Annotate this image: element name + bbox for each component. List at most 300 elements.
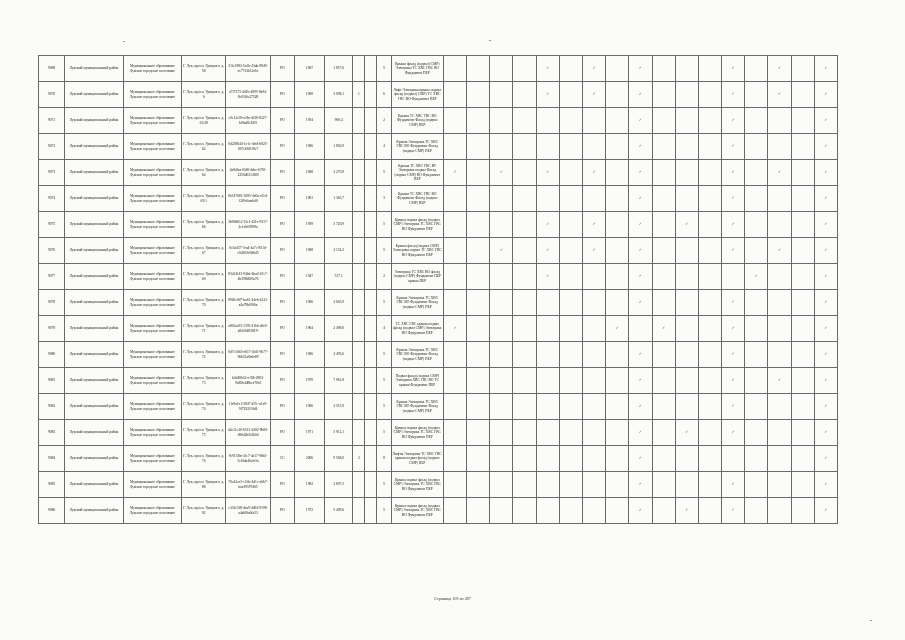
empty-mark-cell (629, 316, 652, 342)
cell-floors: 5 (377, 160, 391, 186)
empty-mark-cell (467, 498, 490, 524)
cell-id: 9085 (39, 472, 65, 498)
empty-mark-cell (768, 342, 791, 368)
empty-mark-cell (490, 82, 513, 108)
empty-mark-cell (652, 498, 675, 524)
cell-district: Лукский муниципальный район (65, 368, 123, 394)
checkmark-cell: ✓ (814, 82, 837, 108)
cell-col10 (365, 472, 377, 498)
cell-district: Лукский муниципальный район (65, 420, 123, 446)
checkmark-cell: ✓ (722, 82, 745, 108)
cell-district: Лукский муниципальный район (65, 82, 123, 108)
empty-mark-cell (559, 498, 582, 524)
empty-mark-cell (513, 212, 536, 238)
empty-mark-cell (698, 316, 721, 342)
cell-address: Г. Лук, просп. Урицкого, д. 71 (182, 316, 226, 342)
table-row (39, 394, 838, 420)
cell-area: 4 043,9 (325, 290, 353, 316)
empty-mark-cell (745, 472, 768, 498)
empty-mark-cell (467, 186, 490, 212)
cell-address: Г. Лук, просп. Урицкого, д. 88 (182, 472, 226, 498)
empty-mark-cell (582, 290, 605, 316)
empty-mark-cell (490, 134, 513, 160)
empty-mark-cell (675, 108, 698, 134)
cell-guid: 9c91f36e-2fc7-4a17-96b3-5c6fda46cfe5a (226, 446, 270, 472)
cell-municipality: Муниципальное образование Лукское городское поселение (123, 108, 181, 134)
empty-mark-cell (443, 186, 466, 212)
cell-area: 9 568,0 (325, 446, 353, 472)
empty-mark-cell (582, 472, 605, 498)
empty-mark-cell (559, 368, 582, 394)
cell-guid: 0926c9d7-ba61-44eb-b121-a4a78b09f6a (226, 290, 270, 316)
cell-col9 (353, 238, 365, 264)
empty-mark-cell (490, 186, 513, 212)
cell-municipality: Муниципальное образование Лукское городское поселение (123, 264, 181, 290)
checkmark-cell: ✓ (814, 160, 837, 186)
checkmark-cell: ✓ (536, 238, 559, 264)
empty-mark-cell (467, 316, 490, 342)
checkmark-cell: ✓ (814, 264, 837, 290)
empty-mark-cell (652, 290, 675, 316)
cell-municipality: Муниципальное образование Лукское городское поселение (123, 212, 181, 238)
page-number: Страница 105 из 287 (434, 596, 471, 601)
cell-col9 (353, 56, 365, 82)
cell-works: Крыша Электрика ТС ХВС ГВС ВО Фундамент Фасад (подвал СМР) ПБР (391, 290, 443, 316)
cell-mkd: РО (270, 472, 294, 498)
empty-mark-cell (791, 264, 814, 290)
cell-works: Лифт Электрика крыша подвал фасад (подвал) СМР) ТС ХВС ГВС ВО Фундамент ПБР (391, 82, 443, 108)
cell-col10 (365, 342, 377, 368)
table-row (39, 238, 838, 264)
empty-mark-cell (652, 82, 675, 108)
empty-mark-cell (490, 290, 513, 316)
cell-municipality: Муниципальное образование Лукское городское поселение (123, 82, 181, 108)
empty-mark-cell (675, 394, 698, 420)
empty-mark-cell (606, 342, 629, 368)
cell-col9: 2 (353, 446, 365, 472)
cell-mkd: РО (270, 368, 294, 394)
empty-mark-cell (698, 394, 721, 420)
empty-mark-cell (513, 264, 536, 290)
empty-mark-cell (490, 56, 513, 82)
checkmark-cell: ✓ (768, 238, 791, 264)
empty-mark-cell (745, 186, 768, 212)
checkmark-cell: ✓ (722, 56, 745, 82)
cell-floors: 5 (377, 342, 391, 368)
cell-mkd: РО (270, 238, 294, 264)
cell-guid: 0d7c1b63-e617-4fd1-9b77-96b51a8e6e89 (226, 342, 270, 368)
empty-mark-cell (652, 56, 675, 82)
empty-mark-cell (467, 368, 490, 394)
cell-area: 1 802,9 (325, 134, 353, 160)
checkmark-cell: ✓ (722, 212, 745, 238)
empty-mark-cell (675, 186, 698, 212)
checkmark-cell: ✓ (722, 342, 745, 368)
empty-mark-cell (675, 368, 698, 394)
empty-mark-cell (745, 82, 768, 108)
empty-mark-cell (536, 472, 559, 498)
empty-mark-cell (513, 108, 536, 134)
cell-municipality: Муниципальное образование Лукское городское поселение (123, 186, 181, 212)
cell-floors: 5 (377, 56, 391, 82)
empty-mark-cell (490, 316, 513, 342)
cell-area: 1 857,6 (325, 56, 353, 82)
cell-works: Крыша Электрика ТС ХВС ГВС ВО Фундамент Фасад (подвал СМР) ПБР (391, 394, 443, 420)
empty-mark-cell (652, 420, 675, 446)
empty-mark-cell (443, 290, 466, 316)
empty-mark-cell (559, 186, 582, 212)
cell-mkd: РО (270, 212, 294, 238)
empty-mark-cell (791, 160, 814, 186)
cell-municipality: Муниципальное образование Лукское городское поселение (123, 56, 181, 82)
empty-mark-cell (559, 394, 582, 420)
empty-mark-cell (652, 108, 675, 134)
cell-col10 (365, 290, 377, 316)
empty-mark-cell (513, 160, 536, 186)
cell-district: Лукский муниципальный район (65, 498, 123, 524)
cell-floors: 4 (377, 316, 391, 342)
checkmark-cell: ✓ (814, 342, 837, 368)
cell-col10 (365, 82, 377, 108)
empty-mark-cell (443, 420, 466, 446)
checkmark-cell: ✓ (814, 290, 837, 316)
cell-mkd: РО (270, 420, 294, 446)
cell-guid: b4d48b32-e186-4903-9a85b4d8bce7f6d (226, 368, 270, 394)
cell-col9 (353, 134, 365, 160)
table-row (39, 446, 838, 472)
empty-mark-cell (536, 342, 559, 368)
cell-col10 (365, 446, 377, 472)
cell-floors: 3 (377, 186, 391, 212)
checkmark-cell: ✓ (443, 160, 466, 186)
checkmark-cell: ✓ (629, 108, 652, 134)
empty-mark-cell (698, 186, 721, 212)
checkmark-cell: ✓ (536, 212, 559, 238)
cell-works: Электрика ТС ХВС ВО фасад (подвал СМР) Фундамент ПБР крыша ПБР (391, 264, 443, 290)
cell-guid: a963ac03-1376-41b6-a9e5-a84c9d83947f (226, 316, 270, 342)
cell-address: Г. Лук, просп. Урицкого, д. 76 (182, 446, 226, 472)
cell-year: 1971 (294, 420, 324, 446)
checkmark-cell: ✓ (536, 82, 559, 108)
empty-mark-cell (467, 420, 490, 446)
empty-mark-cell (745, 134, 768, 160)
table-row (39, 316, 838, 342)
cell-address: Г. Лук, просп. Урицкого, д. 64 (182, 160, 226, 186)
empty-mark-cell (559, 160, 582, 186)
cell-col10 (365, 186, 377, 212)
checkmark-cell: ✓ (814, 108, 837, 134)
empty-mark-cell (791, 446, 814, 472)
cell-guid: 31fc1983-5a1b-43ab-9849-ec7723b12e6c (226, 56, 270, 82)
cell-col10 (365, 420, 377, 446)
checkmark-cell: ✓ (722, 290, 745, 316)
cell-municipality: Муниципальное образование Лукское городское поселение (123, 238, 181, 264)
cell-district: Лукский муниципальный район (65, 186, 123, 212)
empty-mark-cell (559, 108, 582, 134)
cell-works: Крыша фасад (подвал) СМР) Электрика ТС ХВС ГВС ВО Фундамент ПБР (391, 56, 443, 82)
empty-mark-cell (467, 56, 490, 82)
checkmark-cell: ✓ (675, 212, 698, 238)
empty-mark-cell (467, 82, 490, 108)
cell-year: 1947 (294, 264, 324, 290)
cell-mkd: РО (270, 498, 294, 524)
table-row (39, 342, 838, 368)
empty-mark-cell (467, 108, 490, 134)
cell-district: Лукский муниципальный район (65, 264, 123, 290)
cell-year: 1966 (294, 134, 324, 160)
table-row (39, 82, 838, 108)
cell-year: 1961 (294, 186, 324, 212)
empty-mark-cell (606, 472, 629, 498)
cell-id: 9082 (39, 394, 65, 420)
empty-mark-cell (490, 264, 513, 290)
empty-mark-cell (559, 420, 582, 446)
cell-municipality: Муниципальное образование Лукское городское поселение (123, 394, 181, 420)
cell-col9 (353, 160, 365, 186)
empty-mark-cell (559, 212, 582, 238)
empty-mark-cell (675, 82, 698, 108)
empty-mark-cell (675, 160, 698, 186)
empty-mark-cell (606, 108, 629, 134)
empty-mark-cell (513, 446, 536, 472)
cell-municipality: Муниципальное образование Лукское городское поселение (123, 160, 181, 186)
cell-floors: 8 (377, 446, 391, 472)
cell-id: 9078 (39, 290, 65, 316)
empty-mark-cell (582, 316, 605, 342)
checkmark-cell: ✓ (675, 420, 698, 446)
empty-mark-cell (722, 446, 745, 472)
checkmark-cell: ✓ (814, 472, 837, 498)
cell-guid: 0c5a437-7ea4-4a7c-851d-c6d303e9d6d5 (226, 238, 270, 264)
cell-year: 1967 (294, 56, 324, 82)
cell-guid: 4a8dfea-f0d8-4ebe-b765-2256d02128f0 (226, 160, 270, 186)
empty-mark-cell (652, 394, 675, 420)
empty-mark-cell (606, 56, 629, 82)
cell-area: 517,1 (325, 264, 353, 290)
empty-mark-cell (768, 420, 791, 446)
cell-mkd: РО (270, 394, 294, 420)
checkmark-cell: ✓ (536, 264, 559, 290)
empty-mark-cell (652, 472, 675, 498)
empty-mark-cell (768, 394, 791, 420)
empty-mark-cell (745, 108, 768, 134)
housing-register-table (38, 55, 838, 524)
empty-mark-cell (791, 290, 814, 316)
cell-col10 (365, 108, 377, 134)
cell-guid: 70c42ce3-c1bb-4d1c-a6b7-bae39597d65 (226, 472, 270, 498)
checkmark-cell: ✓ (768, 368, 791, 394)
empty-mark-cell (582, 368, 605, 394)
empty-mark-cell (467, 264, 490, 290)
cell-floors: 5 (377, 472, 391, 498)
cell-address: Г. Лук, просп. Урицкого, д. 92 (182, 498, 226, 524)
cell-works: Крыша подвал фасад (подвал СМР) Электрика ТС ХВС ГВС ВО Фундамент ПБР (391, 472, 443, 498)
cell-col9 (353, 290, 365, 316)
cell-works: Крыша подвал фасад (подвал СМР) Электрика ТС ХВС ГВС ВО Фундамент ПБР (391, 498, 443, 524)
checkmark-cell: ✓ (814, 186, 837, 212)
cell-works: Крыша подвал фасад (подвал СМР) Электрика ТС ХВС ГВС ВО Фундамент ПБР (391, 212, 443, 238)
checkmark-cell: ✓ (629, 446, 652, 472)
checkmark-cell: ✓ (629, 82, 652, 108)
empty-mark-cell (768, 186, 791, 212)
checkmark-cell: ✓ (490, 238, 513, 264)
cell-mkd: СС (270, 446, 294, 472)
empty-mark-cell (722, 264, 745, 290)
empty-mark-cell (536, 394, 559, 420)
cell-col10 (365, 160, 377, 186)
cell-mkd: РО (270, 82, 294, 108)
cell-floors: 5 (377, 368, 391, 394)
checkmark-cell: ✓ (722, 160, 745, 186)
cell-guid: 1fe9a1e1-5847-4f7c-a1e0-9f7292f10d4 (226, 394, 270, 420)
cell-floors: 2 (377, 264, 391, 290)
checkmark-cell: ✓ (629, 368, 652, 394)
empty-mark-cell (768, 108, 791, 134)
cell-col10 (365, 264, 377, 290)
cell-address: Г. Лук, просп. Урицкого, д. 66 (182, 212, 226, 238)
cell-works: Крыша фасад (подвал СМР) Электрика подвал ТС ХВС ГВС ВО Фундамент ПБР (391, 238, 443, 264)
cell-address: Г. Лук, просп. Урицкого, д. 65/1 (182, 186, 226, 212)
checkmark-cell: ✓ (629, 186, 652, 212)
checkmark-cell: ✓ (675, 498, 698, 524)
empty-mark-cell (745, 368, 768, 394)
cell-col10 (365, 368, 377, 394)
empty-mark-cell (698, 134, 721, 160)
empty-mark-cell (698, 212, 721, 238)
empty-mark-cell (536, 420, 559, 446)
cell-id: 9083 (39, 420, 65, 446)
cell-mkd: РО (270, 316, 294, 342)
cell-municipality: Муниципальное образование Лукское городское поселение (123, 368, 181, 394)
empty-mark-cell (652, 134, 675, 160)
cell-year: 1966 (294, 290, 324, 316)
cell-year: 1966 (294, 394, 324, 420)
checkmark-cell: ✓ (582, 212, 605, 238)
cell-year: 1968 (294, 238, 324, 264)
cell-guid: a7f7373-4d1b-4895-9a94-8c03f6c27528 (226, 82, 270, 108)
cell-district: Лукский муниципальный район (65, 290, 123, 316)
checkmark-cell: ✓ (652, 316, 675, 342)
empty-mark-cell (443, 134, 466, 160)
empty-mark-cell (791, 108, 814, 134)
empty-mark-cell (698, 264, 721, 290)
empty-mark-cell (443, 56, 466, 82)
empty-mark-cell (513, 342, 536, 368)
empty-mark-cell (443, 498, 466, 524)
cell-area: 2 697,5 (325, 472, 353, 498)
checkmark-cell: ✓ (768, 160, 791, 186)
cell-mkd: РО (270, 160, 294, 186)
cell-address: Г. Лук, просп. Урицкого, д. 69 (182, 264, 226, 290)
empty-mark-cell (675, 238, 698, 264)
empty-mark-cell (791, 212, 814, 238)
empty-mark-cell (559, 238, 582, 264)
table-row (39, 498, 838, 524)
cell-id: 9080 (39, 342, 65, 368)
checkmark-cell: ✓ (536, 160, 559, 186)
checkmark-cell: ✓ (629, 342, 652, 368)
scan-speck (123, 41, 125, 42)
empty-mark-cell (698, 472, 721, 498)
empty-mark-cell (513, 316, 536, 342)
empty-mark-cell (768, 446, 791, 472)
empty-mark-cell (467, 238, 490, 264)
cell-municipality: Муниципальное образование Лукское городское поселение (123, 134, 181, 160)
cell-floors: 5 (377, 498, 391, 524)
empty-mark-cell (559, 316, 582, 342)
empty-mark-cell (559, 56, 582, 82)
empty-mark-cell (582, 108, 605, 134)
cell-col10 (365, 134, 377, 160)
cell-area: 3 720,9 (325, 212, 353, 238)
cell-year: 1982 (294, 472, 324, 498)
cell-municipality: Муниципальное образование Лукское городское поселение (123, 446, 181, 472)
cell-area: 4 493,6 (325, 342, 353, 368)
empty-mark-cell (698, 368, 721, 394)
empty-mark-cell (791, 186, 814, 212)
cell-guid: d2e11c20-6313-4402-9b00-d96d2b5f4b0d (226, 420, 270, 446)
cell-year: 1964 (294, 316, 324, 342)
cell-address: Г. Лук, просп. Урицкого, д. 6 (182, 82, 226, 108)
empty-mark-cell (791, 394, 814, 420)
empty-mark-cell (582, 420, 605, 446)
empty-mark-cell (467, 394, 490, 420)
cell-col9 (353, 108, 365, 134)
empty-mark-cell (791, 316, 814, 342)
checkmark-cell: ✓ (629, 238, 652, 264)
empty-mark-cell (582, 264, 605, 290)
empty-mark-cell (513, 186, 536, 212)
empty-mark-cell (652, 264, 675, 290)
checkmark-cell: ✓ (722, 368, 745, 394)
checkmark-cell: ✓ (814, 498, 837, 524)
empty-mark-cell (652, 212, 675, 238)
cell-municipality: Муниципальное образование Лукское городское поселение (123, 316, 181, 342)
checkmark-cell: ✓ (722, 238, 745, 264)
cell-area: 4 154,2 (325, 238, 353, 264)
table-row (39, 212, 838, 238)
cell-col10 (365, 394, 377, 420)
empty-mark-cell (513, 368, 536, 394)
cell-id: 9077 (39, 264, 65, 290)
empty-mark-cell (490, 108, 513, 134)
empty-mark-cell (490, 212, 513, 238)
cell-district: Лукский муниципальный район (65, 446, 123, 472)
empty-mark-cell (467, 472, 490, 498)
empty-mark-cell (745, 498, 768, 524)
cell-area: 5 409,6 (325, 498, 353, 524)
table-row (39, 472, 838, 498)
empty-mark-cell (698, 238, 721, 264)
empty-mark-cell (606, 134, 629, 160)
empty-mark-cell (559, 264, 582, 290)
empty-mark-cell (791, 82, 814, 108)
checkmark-cell: ✓ (814, 134, 837, 160)
cell-id: 9071 (39, 108, 65, 134)
cell-works: Подвал фасад (подвал СМР) Электрика ХВС ГВС ВО ТС крыша Фундамент ПБР (391, 368, 443, 394)
cell-col9 (353, 186, 365, 212)
empty-mark-cell (443, 212, 466, 238)
cell-district: Лукский муниципальный район (65, 342, 123, 368)
cell-mkd: РО (270, 134, 294, 160)
empty-mark-cell (745, 290, 768, 316)
empty-mark-cell (606, 82, 629, 108)
empty-mark-cell (490, 420, 513, 446)
checkmark-cell: ✓ (629, 264, 652, 290)
checkmark-cell: ✓ (629, 134, 652, 160)
empty-mark-cell (467, 446, 490, 472)
empty-mark-cell (745, 238, 768, 264)
